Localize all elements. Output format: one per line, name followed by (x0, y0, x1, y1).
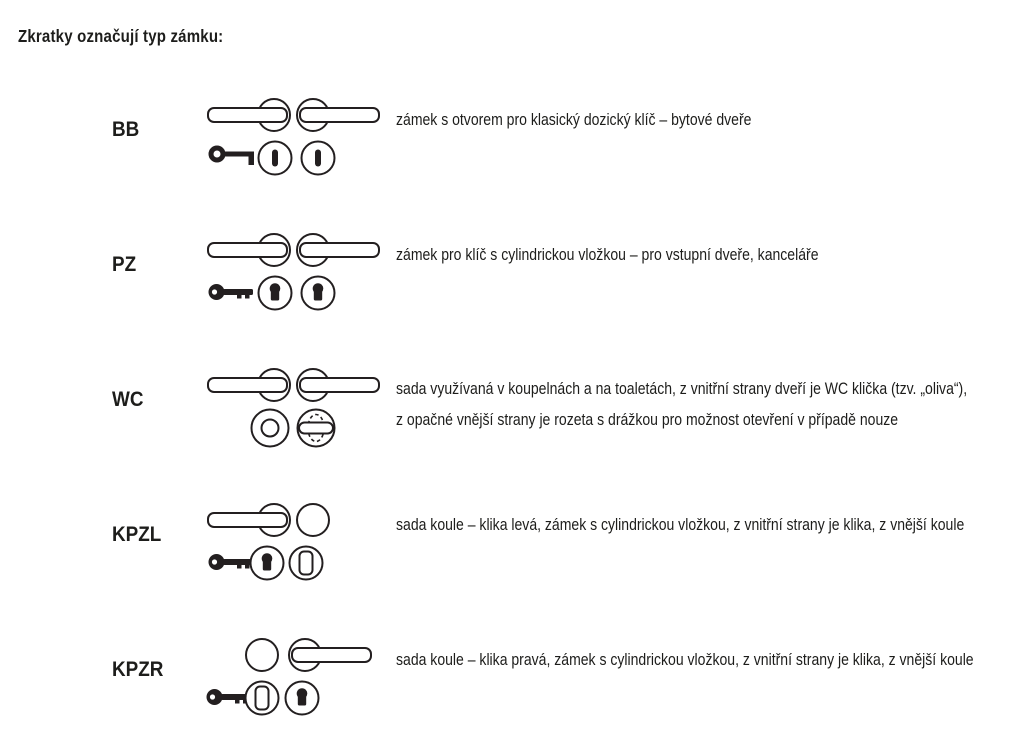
pz-keyhole-rosette-icon (251, 547, 284, 580)
bb-lockset-diagram (200, 96, 390, 180)
pz-lockset-diagram (200, 231, 390, 315)
lock-type-description-pz (396, 244, 819, 266)
description-line: z opačné vnější strany je rozeta s drážkou pro možnost otevření v případě nouze (396, 411, 899, 429)
blind-rosette-icon (290, 547, 323, 580)
cylinder-key-icon (207, 689, 252, 705)
bb-keyhole-rosette-icon (302, 142, 335, 175)
lock-type-code-wc: WC (112, 388, 144, 411)
lever-handle-left-icon (208, 99, 290, 131)
wc-lockset-diagram (200, 366, 390, 450)
description-line: zámek s otvorem pro klasický dozický klíč – bytové dveře (396, 111, 752, 129)
door-knob-icon (297, 504, 329, 536)
lock-type-description-kpzl (396, 514, 964, 536)
cylinder-key-icon (209, 284, 254, 300)
lock-type-description-bb (396, 109, 751, 131)
classic-key-icon (211, 148, 254, 165)
kpzl-lockset-diagram (200, 501, 390, 585)
description-line: sada koule – klika levá, zámek s cylindrickou vložkou, z vnitřní strany je klika, z vnější koule (396, 516, 965, 534)
description-line: sada využívaná v koupelnách a na toaletách, z vnitřní strany dveří je WC klička (tzv. „oliva“), (396, 380, 968, 398)
door-knob-icon (246, 639, 278, 671)
lever-handle-right-icon (297, 234, 379, 266)
lock-type-code-pz: PZ (112, 253, 137, 276)
lever-handle-right-icon (289, 639, 371, 671)
grooved-rosette-icon (252, 410, 289, 447)
pz-keyhole-rosette-icon (286, 682, 319, 715)
pz-keyhole-rosette-icon (259, 277, 292, 310)
description-line: sada koule – klika pravá, zámek s cylindrickou vložkou, z vnitřní strany je klika, z vnější koule (396, 651, 974, 669)
lock-type-code-bb: BB (112, 118, 140, 141)
lock-type-description-kpzr (396, 649, 974, 671)
pz-keyhole-rosette-icon (302, 277, 335, 310)
lock-type-description-wc (396, 374, 967, 436)
bb-keyhole-rosette-icon (259, 142, 292, 175)
description-line: zámek pro klíč s cylindrickou vložkou – pro vstupní dveře, kanceláře (396, 246, 819, 264)
wc-turn-rosette-icon (298, 410, 335, 447)
lock-type-code-kpzl: KPZL (112, 523, 162, 546)
lever-handle-left-icon (208, 504, 290, 536)
kpzr-lockset-diagram (200, 636, 390, 720)
page-title: Zkratky označují typ zámku: (18, 26, 224, 46)
lever-handle-left-icon (208, 369, 290, 401)
cylinder-key-icon (209, 554, 254, 570)
lever-handle-left-icon (208, 234, 290, 266)
blind-rosette-icon (246, 682, 279, 715)
lock-type-code-kpzr: KPZR (112, 658, 164, 681)
lever-handle-right-icon (297, 99, 379, 131)
lever-handle-right-icon (297, 369, 379, 401)
